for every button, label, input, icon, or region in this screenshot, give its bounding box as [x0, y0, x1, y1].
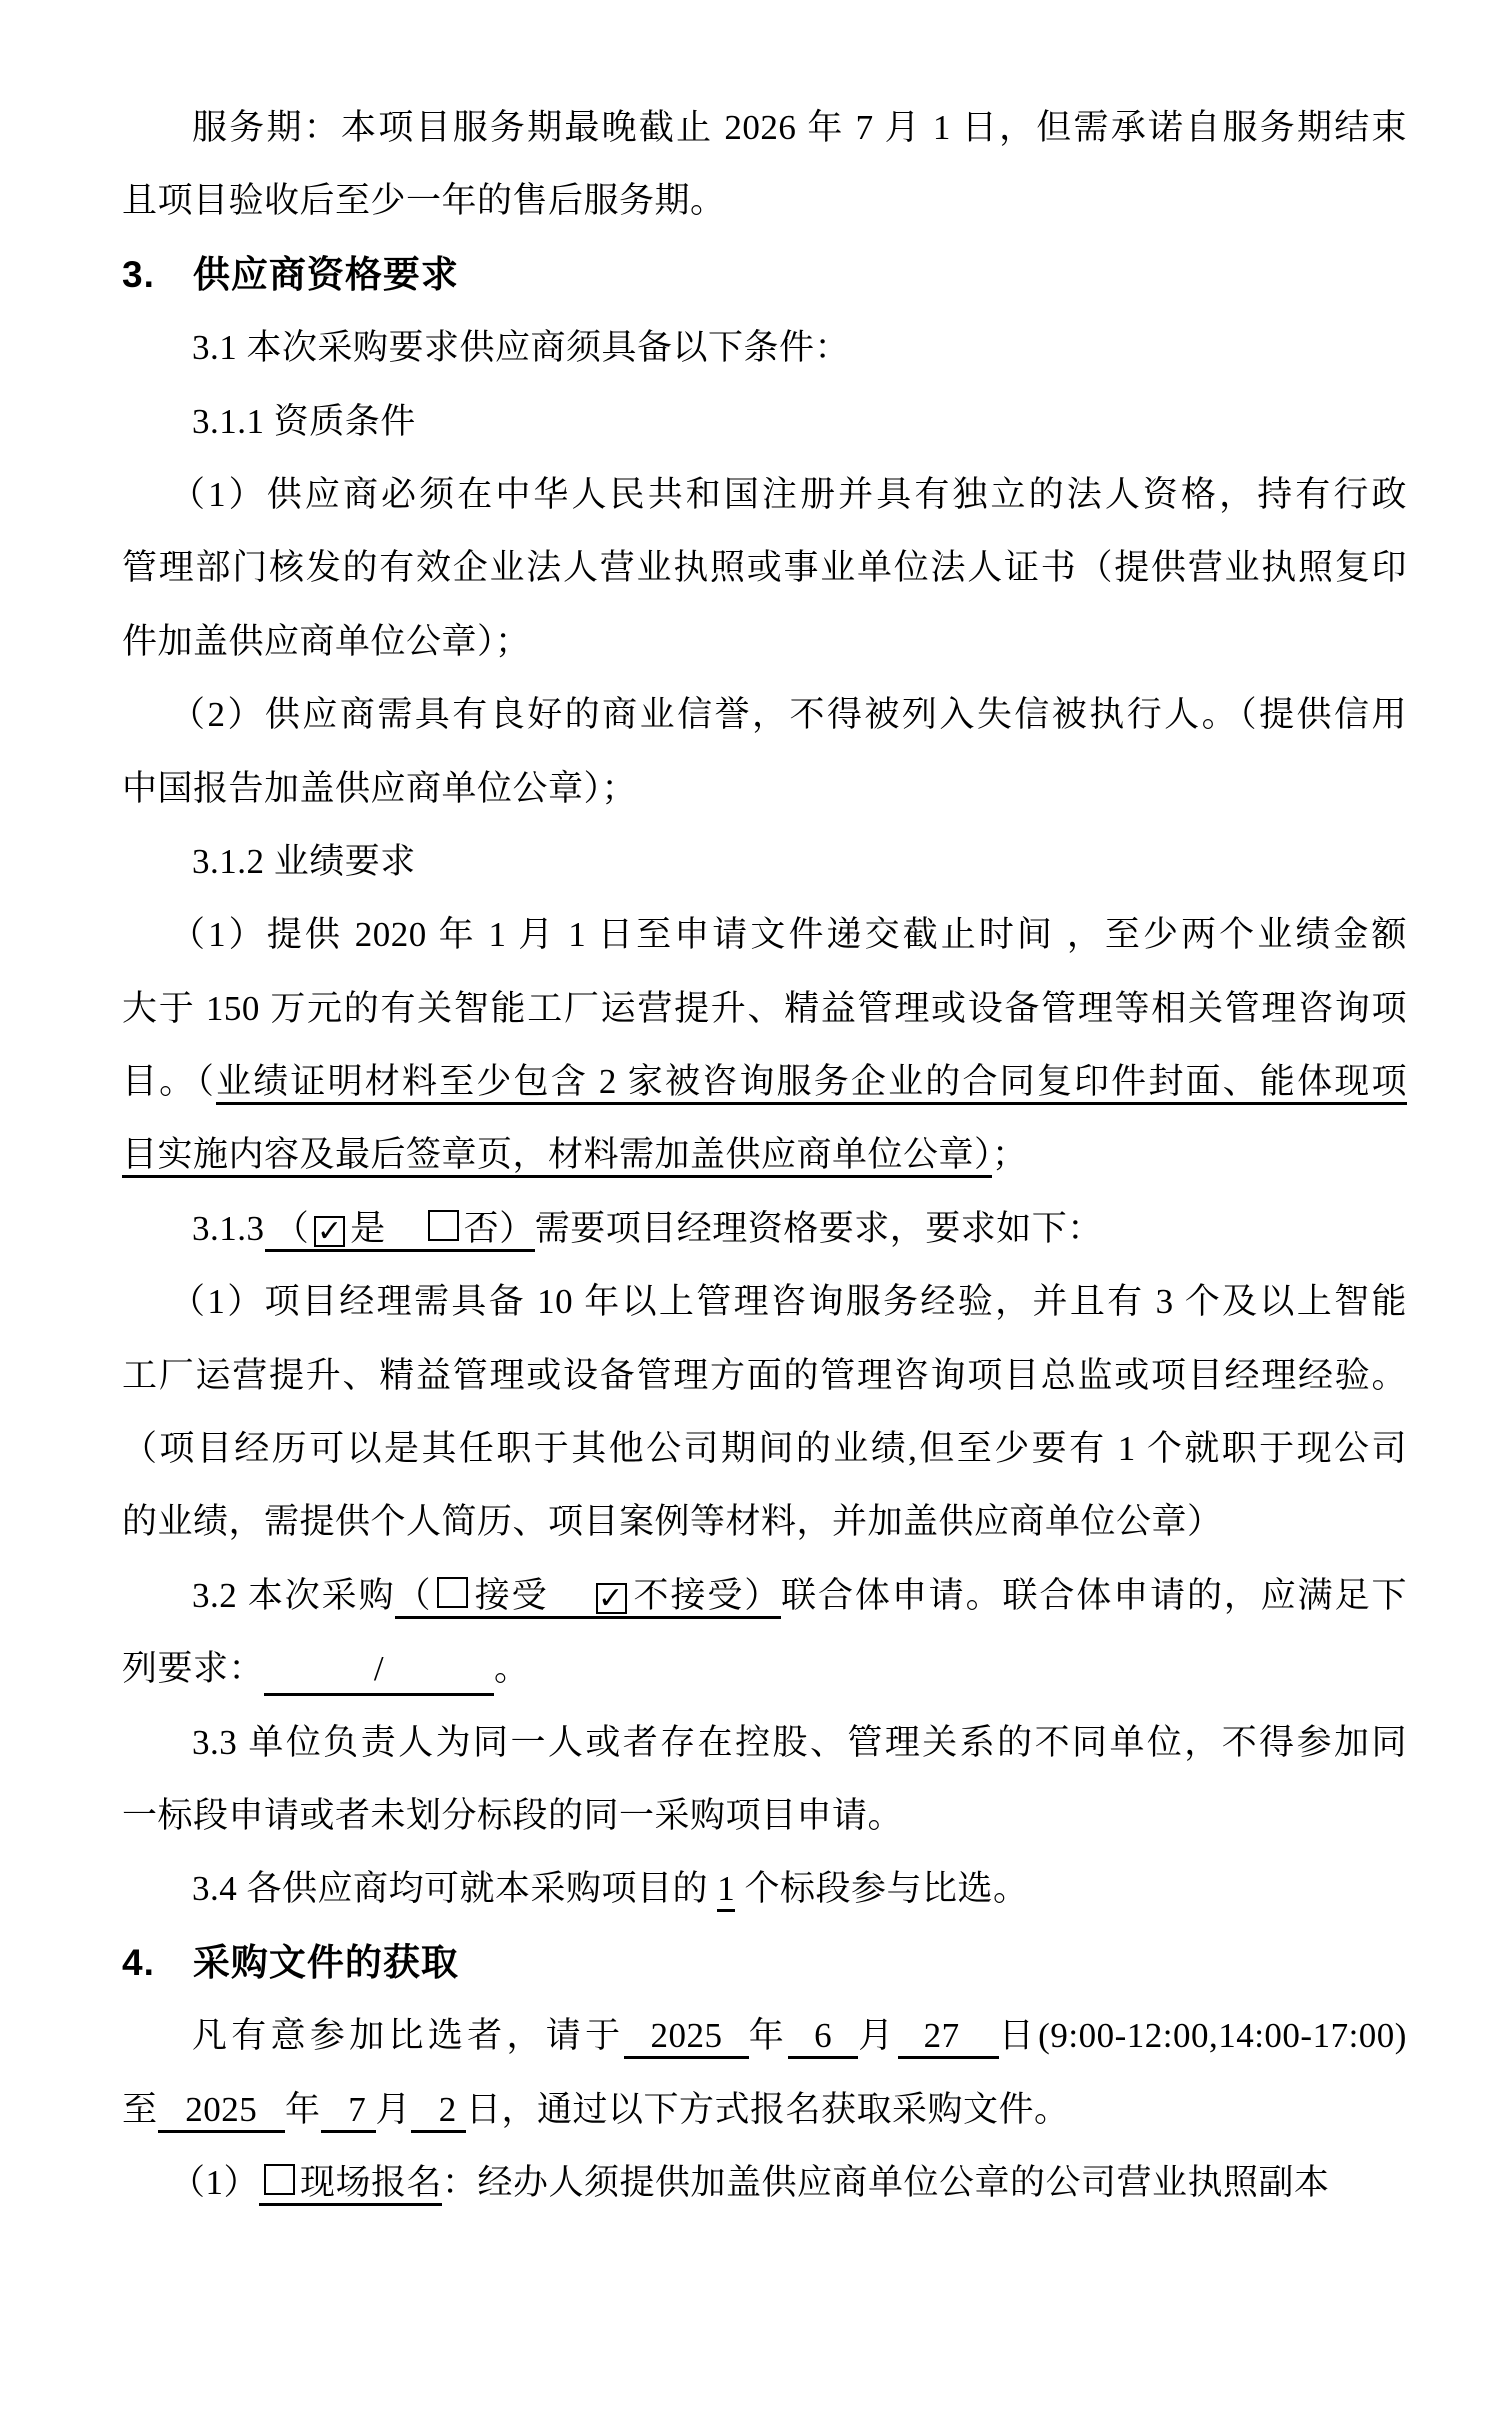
- text-run: 年: [285, 2089, 321, 2129]
- text-run: 的业绩，需提供个人简历、项目案例等材料，并加盖供应商单位公章）: [122, 1502, 1223, 1542]
- text-run: 4. 采购文件的获取: [122, 1941, 459, 1983]
- text-run: 。: [494, 1649, 530, 1689]
- text-run: 7: [320, 2089, 376, 2129]
- text-run: 月: [375, 2089, 412, 2129]
- text-run: 至: [122, 2089, 158, 2129]
- underlined-text: [265, 1209, 535, 1252]
- doc-line: [122, 605, 1407, 678]
- text-run: （项目经历可以是其任职于其他公司期间的业绩,但至少要有 1 个就职于现公司: [122, 1429, 1407, 1469]
- text-run: 6: [788, 2016, 859, 2056]
- text-run: 不接受）: [632, 1575, 782, 1615]
- document-body: [122, 91, 1407, 2219]
- text-run: （2）供应商需具有良好的商业信誉，不得被列入失信被执行人。（提供信用: [170, 695, 1407, 735]
- underlined-text: [411, 2090, 466, 2133]
- doc-line: [122, 1706, 1407, 1779]
- doc-line: [122, 1045, 1407, 1118]
- text-run: 1: [717, 1869, 736, 1909]
- underlined-text: [624, 2016, 748, 2059]
- doc-line: [122, 1192, 1407, 1265]
- checkbox-checked-icon: ✓: [596, 1583, 627, 1614]
- checkbox-empty-icon: [428, 1210, 459, 1241]
- text-run: 且项目验收后至少一年的售后服务期。: [122, 181, 726, 221]
- text-run: 凡有意参加比选者，请于: [192, 2016, 625, 2056]
- underlined-text: [395, 1576, 781, 1619]
- text-run: 大于 150 万元的有关智能工厂运营提升、精益管理或设备管理等相关管理咨询项: [122, 988, 1407, 1028]
- text-run: 3.3 单位负责人为同一人或者存在控股、管理关系的不同单位，不得参加同: [192, 1722, 1407, 1762]
- text-run: 年: [748, 2016, 788, 2056]
- text-run: 3.1.3: [192, 1208, 265, 1248]
- doc-line: [122, 2146, 1407, 2219]
- text-run: 服务期：本项目服务期最晚截止 2026 年 7 月 1 日，但需承诺自服务期结束: [192, 108, 1407, 147]
- underlined-text: [321, 2090, 376, 2133]
- text-run: 件加盖供应商单位公章）；: [122, 621, 531, 661]
- doc-line: [122, 458, 1407, 531]
- text-run: 日(9:00-12:00,14:00-17:00): [998, 2016, 1407, 2056]
- text-run: 接受: [473, 1575, 592, 1615]
- doc-line: [122, 385, 1407, 458]
- doc-line: [122, 678, 1407, 751]
- text-run: 2025: [157, 2089, 286, 2129]
- section-heading: [122, 238, 1407, 311]
- text-run: 3. 供应商资格要求: [122, 253, 459, 295]
- checkbox-empty-icon: [437, 1577, 468, 1608]
- text-run: （: [264, 1208, 310, 1248]
- underlined-text: [898, 2016, 999, 2059]
- text-run: ：经办人须提供加盖供应商单位公章的公司营业执照副本: [442, 2162, 1330, 2202]
- text-run: 3.1 本次采购要求供应商须具备以下条件：: [192, 328, 851, 368]
- text-run: 需要项目经理资格要求，要求如下：: [534, 1208, 1103, 1248]
- text-run: 联合体申请。联合体申请的，应满足下: [781, 1575, 1407, 1615]
- text-run: ；: [992, 1135, 1028, 1175]
- doc-line: [122, 2073, 1407, 2146]
- underlined-text: [788, 2016, 858, 2059]
- doc-line: [122, 1632, 1407, 1705]
- text-run: 月: [858, 2016, 898, 2056]
- text-run: 管理部门核发的有效企业法人营业执照或事业单位法人证书（提供营业执照复印: [122, 548, 1407, 588]
- text-run: 2: [411, 2089, 467, 2129]
- text-run: 是: [350, 1208, 423, 1248]
- doc-line: [122, 1412, 1407, 1485]
- text-run: 日，通过以下方式报名获取采购文件。: [466, 2089, 1070, 2129]
- doc-line: [122, 1559, 1407, 1632]
- text-run: 3.4 各供应商均可就本采购项目的: [192, 1869, 718, 1909]
- text-run: 一标段申请或者未划分标段的同一采购项目申请。: [122, 1795, 904, 1835]
- text-run: （1）项目经理需具备 10 年以上管理咨询服务经验，并且有 3 个及以上智能: [170, 1282, 1407, 1322]
- underlined-text: [216, 1062, 1407, 1105]
- text-run: （: [395, 1575, 433, 1615]
- doc-line: [122, 531, 1407, 604]
- text-run: 目实施内容及最后签章页，材料需加盖供应商单位公章）: [122, 1135, 993, 1175]
- doc-line: [122, 164, 1407, 237]
- text-run: 目。（: [122, 1062, 217, 1102]
- underlined-text: [717, 1869, 735, 1912]
- doc-line: [122, 972, 1407, 1045]
- underlined-text: [259, 2163, 442, 2206]
- doc-line: [122, 1779, 1407, 1852]
- text-run: 3.1.2 业绩要求: [192, 841, 416, 881]
- doc-line: [122, 898, 1407, 971]
- checkbox-empty-icon: [264, 2164, 295, 2195]
- doc-line: [122, 1852, 1407, 1925]
- doc-line: [122, 311, 1407, 384]
- text-run: 个标段参与比选。: [735, 1869, 1029, 1909]
- text-run: 工厂运营提升、精益管理或设备管理方面的管理咨询项目总监或项目经理经验。: [122, 1355, 1407, 1395]
- doc-line: [122, 1265, 1407, 1338]
- text-run: （1）提供 2020 年 1 月 1 日至申请文件递交截止时间 ，至少两个业绩金额: [170, 915, 1407, 955]
- text-run: （1）供应商必须在中华人民共和国注册并具有独立的法人资格，持有行政: [170, 474, 1407, 514]
- text-run: 现场报名: [300, 2162, 443, 2202]
- doc-line: [122, 91, 1407, 164]
- doc-line: [122, 1339, 1407, 1412]
- underlined-text: [122, 1135, 992, 1178]
- text-run: 3.2 本次采购: [192, 1575, 396, 1615]
- text-run: 27: [897, 2016, 999, 2056]
- text-run: 3.1.1 资质条件: [192, 401, 416, 441]
- doc-line: [122, 752, 1407, 825]
- checkbox-checked-icon: ✓: [314, 1216, 345, 1247]
- doc-line: [122, 1485, 1407, 1558]
- text-run: 列要求：: [122, 1649, 265, 1689]
- text-run: 否）: [463, 1208, 535, 1248]
- text-run: 中国报告加盖供应商单位公章）；: [122, 768, 638, 808]
- doc-line: [122, 825, 1407, 898]
- doc-line: [122, 1118, 1407, 1191]
- underlined-text: [158, 2090, 286, 2133]
- text-run: 业绩证明材料至少包含 2 家被咨询服务企业的合同复印件封面、能体现项: [216, 1062, 1407, 1102]
- text-run: （1）: [170, 2162, 260, 2202]
- blank-underline: /: [264, 1645, 494, 1696]
- doc-line: [122, 1999, 1407, 2072]
- text-run: 2025: [624, 2016, 749, 2056]
- section-heading: [122, 1926, 1407, 1999]
